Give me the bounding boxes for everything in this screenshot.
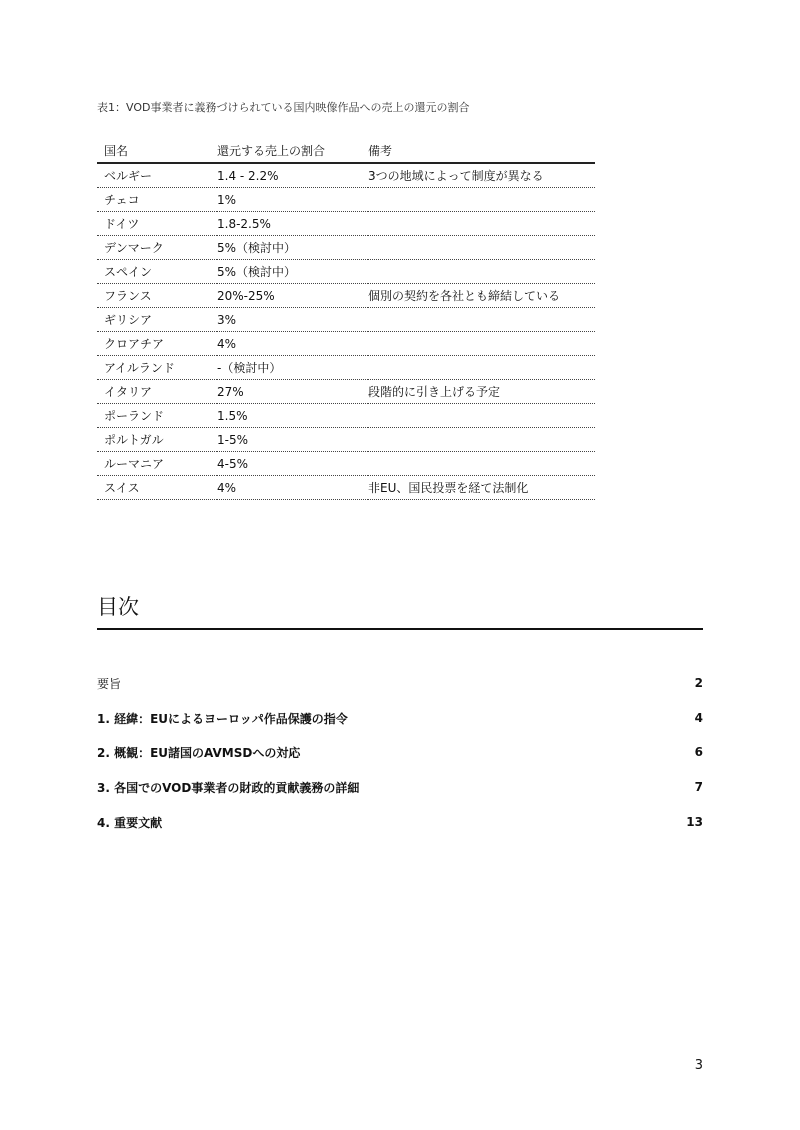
toc-entry-label: 要旨 <box>97 676 122 691</box>
table-row <box>97 428 595 452</box>
toc-entry-label: 2. 概観：EU諸国のAVMSDへの対応 <box>97 745 301 760</box>
cell-share: 1-5% <box>217 428 368 452</box>
cell-country: ポーランド <box>97 404 217 428</box>
cell-country: クロアチア <box>97 332 217 356</box>
cell-country: ルーマニア <box>97 452 217 476</box>
cell-country: ギリシア <box>97 308 217 332</box>
table-row <box>97 404 595 428</box>
toc-entry-label: 4. 重要文献 <box>97 815 163 830</box>
cell-note <box>368 308 595 332</box>
toc-entry-label: 1. 経緯：EUによるヨーロッパ作品保護の指令 <box>97 711 348 726</box>
cell-note: 3つの地域によって制度が異なる <box>368 163 595 188</box>
toc-divider <box>97 628 703 630</box>
toc-title: 目次 <box>97 595 139 619</box>
toc-entry-history[interactable] <box>97 709 703 727</box>
header-country: 国名 <box>97 139 217 163</box>
table-row <box>97 188 595 212</box>
table-row <box>97 236 595 260</box>
header-share: 還元する売上の割合 <box>217 139 368 163</box>
table-row <box>97 332 595 356</box>
cell-share: -（検討中） <box>217 356 368 380</box>
cell-share: 1.8-2.5% <box>217 212 368 236</box>
table-header-row <box>97 139 595 163</box>
cell-note <box>368 260 595 284</box>
cell-country: スペイン <box>97 260 217 284</box>
table-row <box>97 284 595 308</box>
cell-country: フランス <box>97 284 217 308</box>
cell-note <box>368 404 595 428</box>
table-row <box>97 452 595 476</box>
cell-note: 段階的に引き上げる予定 <box>368 380 595 404</box>
cell-share: 3% <box>217 308 368 332</box>
table-row <box>97 212 595 236</box>
toc-entry-summary[interactable] <box>97 674 703 692</box>
toc-entry-overview[interactable] <box>97 743 703 761</box>
cell-country: デンマーク <box>97 236 217 260</box>
cell-share: 4% <box>217 332 368 356</box>
toc-entry-page: 13 <box>686 815 703 829</box>
toc-entry-references[interactable] <box>97 813 703 831</box>
table-row <box>97 356 595 380</box>
table-row <box>97 260 595 284</box>
cell-share: 4% <box>217 476 368 500</box>
cell-note <box>368 188 595 212</box>
cell-share: 20%-25% <box>217 284 368 308</box>
table-row <box>97 163 595 188</box>
cell-note <box>368 428 595 452</box>
cell-share: 5%（検討中） <box>217 260 368 284</box>
cell-country: スイス <box>97 476 217 500</box>
toc-entry-page: 7 <box>694 780 703 794</box>
cell-share: 1% <box>217 188 368 212</box>
cell-note <box>368 212 595 236</box>
cell-note <box>368 236 595 260</box>
cell-note: 個別の契約を各社とも締結している <box>368 284 595 308</box>
cell-note <box>368 356 595 380</box>
cell-share: 5%（検討中） <box>217 236 368 260</box>
table-row <box>97 308 595 332</box>
toc-entry-label: 3. 各国でのVOD事業者の財政的貢献義務の詳細 <box>97 780 360 795</box>
vod-share-table <box>97 139 595 500</box>
cell-note <box>368 452 595 476</box>
cell-country: ドイツ <box>97 212 217 236</box>
cell-note: 非EU、国民投票を経て法制化 <box>368 476 595 500</box>
cell-country: ベルギー <box>97 163 217 188</box>
cell-share: 1.5% <box>217 404 368 428</box>
toc-entry-page: 2 <box>694 676 703 690</box>
toc-entry-page: 6 <box>694 745 703 759</box>
toc-entry-details[interactable] <box>97 778 703 796</box>
cell-country: チェコ <box>97 188 217 212</box>
cell-country: ポルトガル <box>97 428 217 452</box>
cell-note <box>368 332 595 356</box>
page-number: 3 <box>694 1058 703 1073</box>
cell-country: アイルランド <box>97 356 217 380</box>
table-row <box>97 380 595 404</box>
table-caption: 表1：VOD事業者に義務づけられている国内映像作品への売上の還元の割合 <box>97 101 470 114</box>
toc-entry-page: 4 <box>694 711 703 725</box>
cell-share: 27% <box>217 380 368 404</box>
cell-country: イタリア <box>97 380 217 404</box>
header-note: 備考 <box>368 139 595 163</box>
cell-share: 4-5% <box>217 452 368 476</box>
table-row <box>97 476 595 500</box>
cell-share: 1.4 - 2.2% <box>217 163 368 188</box>
